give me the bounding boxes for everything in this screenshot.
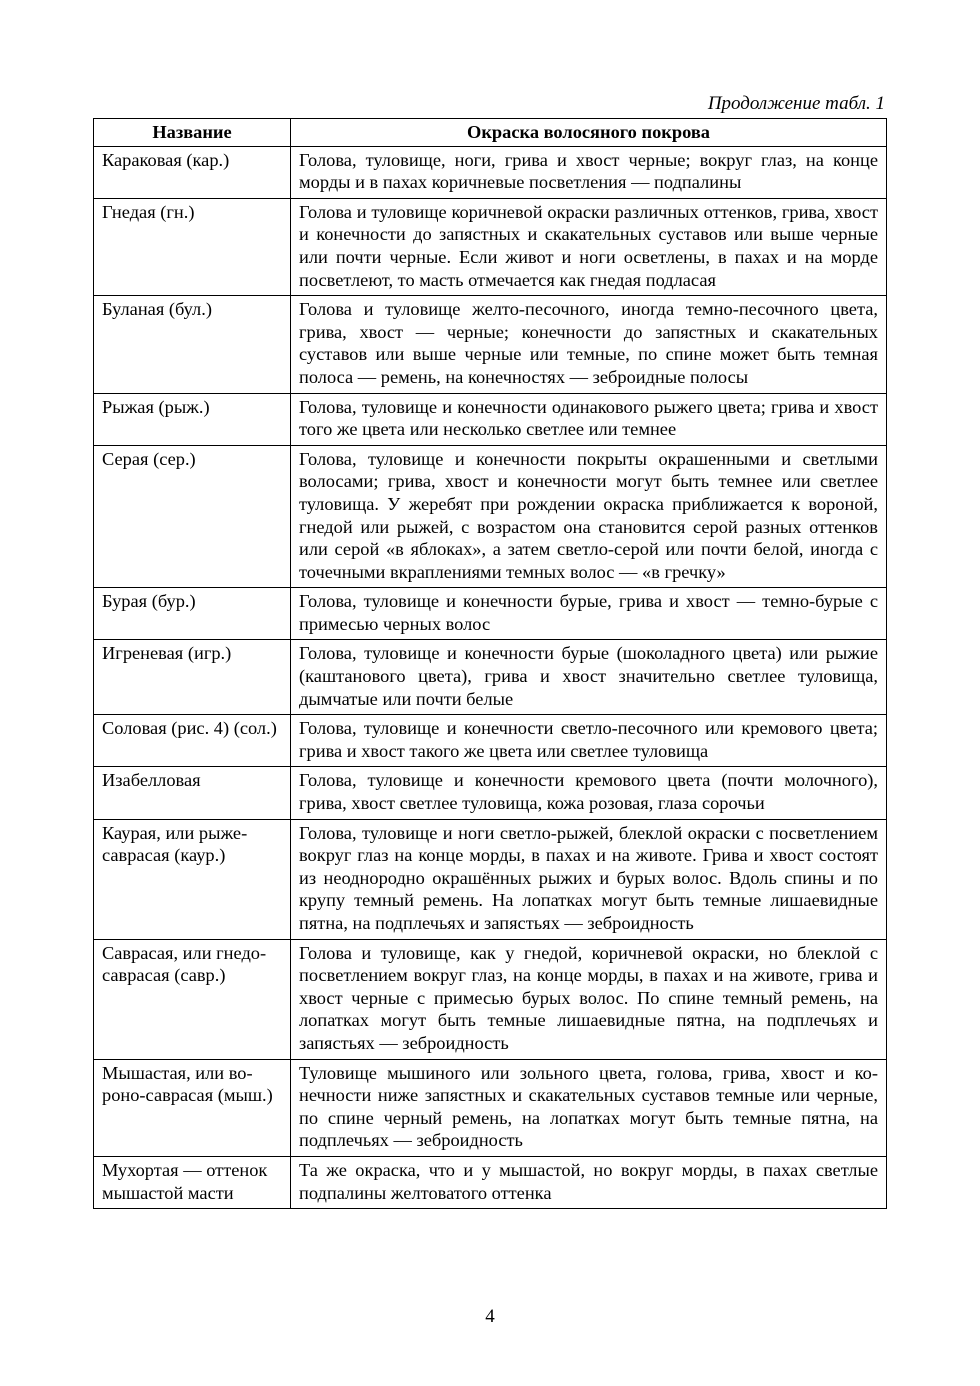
coat-name-cell: Рыжая (рыж.) [94,393,291,445]
coat-name-cell: Мухортая — оттенок мышастой масти [94,1156,291,1208]
coat-name-cell: Соловая (рис. 4) (сол.) [94,715,291,767]
coat-description-cell: Голова и туловище желто-песочного, иногда темно-песочного цвета, грива, хвост — черные; конечности до запястных и скакательных суставов или выше черные или темные, по спине может быть темная полоса — ремень, на конечностях — зеброидные полосы [291,296,887,393]
coat-name-cell: Буланая (бул.) [94,296,291,393]
coat-name-cell: Игреневая (игр.) [94,640,291,715]
table-row [94,1156,887,1208]
table-continuation-label: Продолжение табл. 1 [707,93,885,114]
coat-description-cell: Голова, туловище и конечности кремового цвета (почти молочного), грива, хвост светлее туловища, кожа розовая, глаза сорочьи [291,767,887,819]
table-header-row [94,119,887,147]
table-row [94,445,887,588]
column-header-name: Название [94,119,291,147]
table-row [94,767,887,819]
horse-coat-colors-table [93,118,887,1209]
table-row [94,640,887,715]
coat-name-cell: Саврасая, или гнедо-саврасая (савр.) [94,939,291,1059]
table-row [94,296,887,393]
coat-description-cell: Голова, туловище и конечности бурые, грива и хвост — темно-бурые с примесью черных волос [291,588,887,640]
coat-description-cell: Голова, туловище и конечности бурые (шоколадного цвета) или рыжие (каштанового цвета), грива и хвост значительно светлее туловища, дымчатые или почти белые [291,640,887,715]
table-row [94,146,887,198]
coat-description-cell: Голова и туловище коричневой окраски различных оттенков, грива, хвост и конечности до запястных и скакательных суставов или выше черные или почти черные. Если живот и ноги осветлены, в пахах и на морде посветлеют, то масть отмечается как гнедая подласая [291,198,887,295]
coat-description-cell: Голова, туловище и ноги светло-рыжей, блеклой окраски с посветлением вокруг глаз на конце морды, в пахах и на животе. Грива и хвост состоят из неоднородно окрашённых рыжих и бурых волос. Вдоль спины и по крупу темный ремень. На лопатках могут быть темные лишаевидные пятна, на подплечьях и запястьях — зеброидность [291,819,887,939]
coat-description-cell: Голова, туловище и конечности одинакового рыжего цвета; грива и хвост того же цвета или несколько светлее или темнее [291,393,887,445]
coat-name-cell: Караковая (кар.) [94,146,291,198]
coat-description-cell: Голова, туловище и конечности светло-песочного или кремового цвета; грива и хвост такого же цвета или светлее туловища [291,715,887,767]
table-row [94,715,887,767]
coat-name-cell: Серая (сер.) [94,445,291,588]
coat-description-cell: Голова, туловище, ноги, грива и хвост черные; вокруг глаз, на конце морды и в пахах коричневые посветления — подпалины [291,146,887,198]
table-row [94,939,887,1059]
page-number: 4 [485,1306,495,1327]
table-row [94,819,887,939]
table-row [94,393,887,445]
table-row [94,588,887,640]
coat-name-cell: Мышастая, или вороно-саврасая (мыш.) [94,1059,291,1156]
column-header-description: Окраска волосяного покрова [291,119,887,147]
coat-description-cell: Та же окраска, что и у мышастой, но вокруг морды, в пахах светлые подпалины желтоватого оттенка [291,1156,887,1208]
coat-description-cell: Голова и туловище, как у гнедой, коричневой окраски, но блеклой с посветлением вокруг глаз, на конце морды, в пахах и на животе, грива и хвост черные с примесью бурых волос. По спине темный ремень, на лопатках могут быть темные лишаевидные пятна, на подплечьях и запястьях — зеброидность [291,939,887,1059]
coat-name-cell: Изабелловая [94,767,291,819]
coat-description-cell: Голова, туловище и конечности покрыты окрашенными и светлыми волосами; грива, хвост и конечности могут быть темнее или светлее туловища. У жеребят при рождении окраска приближается к вороной, гнедой или рыжей, с возрастом она становится серой разных оттенков или серой «в яблоках», а затем светло-серой или почти белой, иногда с точечными вкраплениями темных волос — «в гречку» [291,445,887,588]
coat-name-cell: Бурая (бур.) [94,588,291,640]
coat-name-cell: Каурая, или рыже-саврасая (каур.) [94,819,291,939]
table-row [94,1059,887,1156]
coat-description-cell: Туловище мышиного или зольного цвета, голова, грива, хвост и конечности ниже запястных и скакательных суставов темные или черные, по спине черный ремень, на лопатках могут быть темные пятна, на подплечьях — зеброидность [291,1059,887,1156]
coat-name-cell: Гнедая (гн.) [94,198,291,295]
table-row [94,198,887,295]
